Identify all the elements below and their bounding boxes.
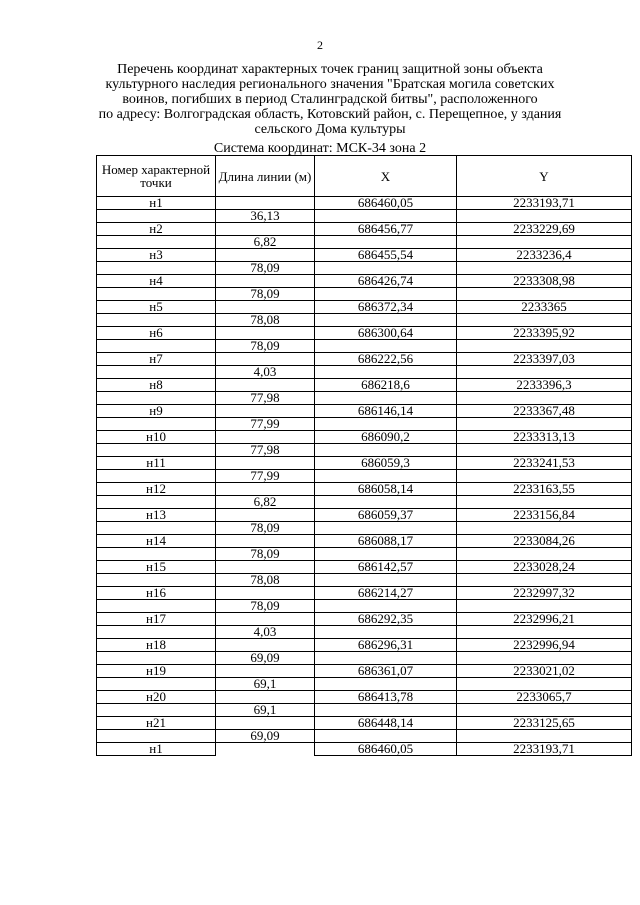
length-value: 78,09 <box>216 262 315 275</box>
heading-line: Перечень координат характерных точек границ защитной зоны объекта <box>117 62 543 77</box>
y-cell: 2233308,98 <box>457 275 632 288</box>
point-row <box>97 717 632 730</box>
y-cell: 2233084,26 <box>457 535 632 548</box>
length-value: 78,08 <box>216 574 315 587</box>
point-row <box>97 483 632 496</box>
x-cell: 686413,78 <box>315 691 457 704</box>
y-cell: 2233163,55 <box>457 483 632 496</box>
y-cell: 2233365 <box>457 301 632 314</box>
x-cell: 686292,35 <box>315 613 457 626</box>
point-name-cell: н16 <box>97 587 216 600</box>
y-cell: 2233021,02 <box>457 665 632 678</box>
point-name-cell: н19 <box>97 665 216 678</box>
point-name-cell: н10 <box>97 431 216 444</box>
point-name-cell: н11 <box>97 457 216 470</box>
y-cell: 2233229,69 <box>457 223 632 236</box>
y-cell: 2233236,4 <box>457 249 632 262</box>
y-cell: 2233397,03 <box>457 353 632 366</box>
table-header-row <box>97 156 632 197</box>
point-name-cell: н8 <box>97 379 216 392</box>
point-name-cell: н2 <box>97 223 216 236</box>
length-value: 77,98 <box>216 392 315 405</box>
point-row <box>97 275 632 288</box>
length-value: 77,98 <box>216 444 315 457</box>
length-value: 78,09 <box>216 548 315 561</box>
document-heading <box>60 62 600 137</box>
point-name-cell: н7 <box>97 353 216 366</box>
point-name-cell: н4 <box>97 275 216 288</box>
y-cell: 2232997,32 <box>457 587 632 600</box>
length-value: 78,09 <box>216 288 315 301</box>
point-name-cell: н9 <box>97 405 216 418</box>
y-cell: 2233156,84 <box>457 509 632 522</box>
x-cell: 686059,37 <box>315 509 457 522</box>
x-cell: 686142,57 <box>315 561 457 574</box>
point-name-cell: н21 <box>97 717 216 730</box>
length-cell <box>216 743 315 756</box>
point-row <box>97 457 632 470</box>
point-row <box>97 327 632 340</box>
page-number: 2 <box>317 38 323 52</box>
heading-line: воинов, погибших в период Сталинградской битвы", расположенного <box>122 92 538 107</box>
point-name-cell: н18 <box>97 639 216 652</box>
y-cell: 2233241,53 <box>457 457 632 470</box>
length-value: 4,03 <box>216 366 315 379</box>
point-row <box>97 223 632 236</box>
x-cell: 686090,2 <box>315 431 457 444</box>
x-cell: 686214,27 <box>315 587 457 600</box>
coordinate-system-label: Система координат: МСК-34 зона 2 <box>213 141 427 156</box>
point-row <box>97 743 632 756</box>
x-cell: 686218,6 <box>315 379 457 392</box>
point-row <box>97 405 632 418</box>
point-row <box>97 431 632 444</box>
x-cell: 686059,3 <box>315 457 457 470</box>
point-name-cell: н15 <box>97 561 216 574</box>
point-row <box>97 249 632 262</box>
length-value: 69,1 <box>216 678 315 691</box>
point-row <box>97 379 632 392</box>
point-row <box>97 301 632 314</box>
x-cell: 686361,07 <box>315 665 457 678</box>
point-name-cell: н1 <box>97 743 216 756</box>
length-value: 78,09 <box>216 340 315 353</box>
point-name-cell: н6 <box>97 327 216 340</box>
x-cell: 686426,74 <box>315 275 457 288</box>
length-value: 78,09 <box>216 600 315 613</box>
point-name-cell: н3 <box>97 249 216 262</box>
x-cell: 686456,77 <box>315 223 457 236</box>
y-cell: 2232996,21 <box>457 613 632 626</box>
length-value: 69,09 <box>216 730 315 743</box>
x-cell: 686058,14 <box>315 483 457 496</box>
header-point: Номер характерной точки <box>97 156 216 197</box>
point-name-cell: н17 <box>97 613 216 626</box>
x-cell: 686455,54 <box>315 249 457 262</box>
length-value: 4,03 <box>216 626 315 639</box>
y-cell: 2233125,65 <box>457 717 632 730</box>
y-cell: 2233367,48 <box>457 405 632 418</box>
length-value: 78,08 <box>216 314 315 327</box>
point-row <box>97 613 632 626</box>
point-row <box>97 561 632 574</box>
y-cell: 2233313,13 <box>457 431 632 444</box>
point-name-cell: н13 <box>97 509 216 522</box>
x-cell: 686088,17 <box>315 535 457 548</box>
x-cell: 686146,14 <box>315 405 457 418</box>
x-cell: 686460,05 <box>315 197 457 210</box>
y-cell: 2233395,92 <box>457 327 632 340</box>
x-cell: 686448,14 <box>315 717 457 730</box>
point-name-cell: н14 <box>97 535 216 548</box>
point-name-cell: н1 <box>97 197 216 210</box>
heading-line: по адресу: Волгоградская область, Котовский район, с. Перещепное, у здания <box>98 107 562 122</box>
table-body <box>97 197 632 756</box>
length-value: 6,82 <box>216 236 315 249</box>
y-cell: 2233396,3 <box>457 379 632 392</box>
header-x: X <box>315 156 457 197</box>
point-row <box>97 639 632 652</box>
x-cell: 686460,05 <box>315 743 457 756</box>
heading-line: сельского Дома культуры <box>254 122 406 137</box>
y-cell: 2233193,71 <box>457 743 632 756</box>
point-row <box>97 353 632 366</box>
point-row <box>97 691 632 704</box>
point-row <box>97 197 632 210</box>
heading-line: культурного наследия регионального значения "Братская могила советских <box>105 77 555 92</box>
y-cell: 2233193,71 <box>457 197 632 210</box>
point-row <box>97 665 632 678</box>
length-value: 78,09 <box>216 522 315 535</box>
point-name-cell: н5 <box>97 301 216 314</box>
point-row <box>97 535 632 548</box>
x-cell: 686372,34 <box>315 301 457 314</box>
point-name-cell: н20 <box>97 691 216 704</box>
x-cell: 686222,56 <box>315 353 457 366</box>
point-row <box>97 587 632 600</box>
length-value: 6,82 <box>216 496 315 509</box>
header-y: Y <box>457 156 632 197</box>
length-value: 36,13 <box>216 210 315 223</box>
y-cell: 2232996,94 <box>457 639 632 652</box>
coordinates-table <box>96 155 632 756</box>
length-value: 69,09 <box>216 652 315 665</box>
length-value: 77,99 <box>216 470 315 483</box>
y-cell: 2233028,24 <box>457 561 632 574</box>
length-value: 77,99 <box>216 418 315 431</box>
point-name-cell: н12 <box>97 483 216 496</box>
header-length: Длина линии (м) <box>216 156 315 197</box>
point-row <box>97 509 632 522</box>
x-cell: 686300,64 <box>315 327 457 340</box>
x-cell: 686296,31 <box>315 639 457 652</box>
y-cell: 2233065,7 <box>457 691 632 704</box>
length-value: 69,1 <box>216 704 315 717</box>
